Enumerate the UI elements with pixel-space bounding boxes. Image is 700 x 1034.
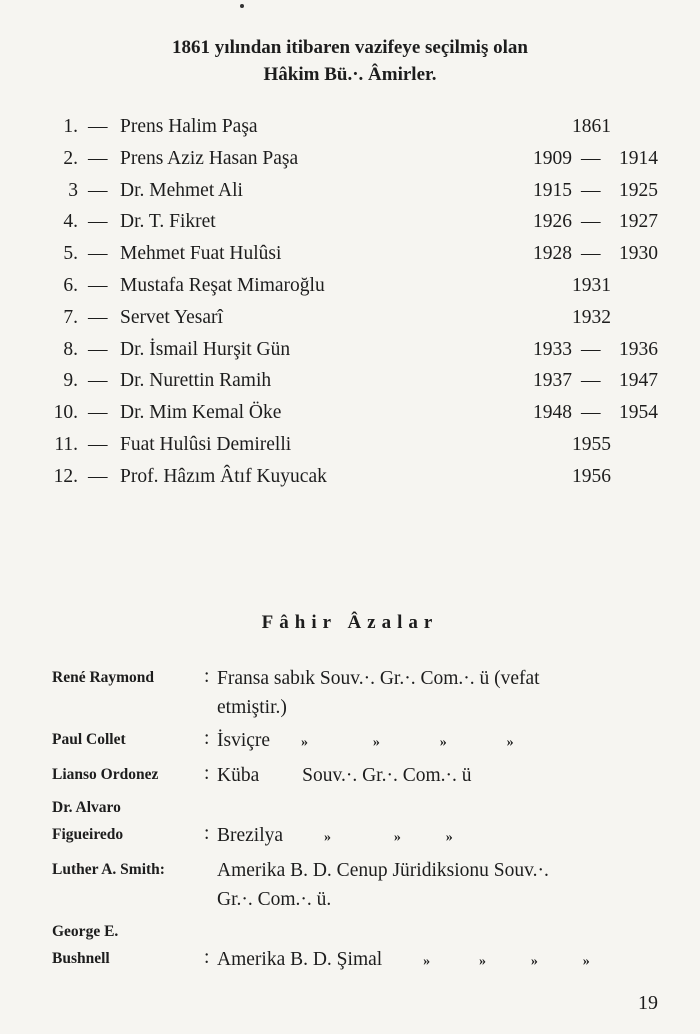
item-year-to: 1936 (619, 338, 658, 360)
list-item (0, 432, 700, 464)
item-name: Dr. Nurettin Ramih (120, 370, 272, 392)
member-entry (52, 664, 672, 722)
item-number: 7. (63, 306, 78, 328)
member-description (217, 945, 672, 976)
item-dash: — (88, 274, 108, 296)
item-name: Prens Halim Paşa (120, 116, 258, 137)
member-description (217, 664, 672, 722)
ditto-mark: » (478, 954, 486, 969)
member-colon: : (204, 666, 210, 687)
item-number: 3 (68, 179, 78, 201)
item-year-dash: — (581, 370, 601, 392)
item-year-to: 1930 (619, 243, 658, 265)
ditto-mark: » (439, 735, 447, 750)
item-dash: — (88, 370, 108, 392)
ditto-mark: » (323, 830, 331, 845)
page-number: 19 (638, 992, 658, 1014)
amirler-list (0, 114, 700, 496)
item-number: 2. (63, 147, 78, 169)
page-heading (0, 34, 700, 88)
description-line-2: Gr.·. Com.·. ü. (217, 889, 332, 910)
ditto-mark: » (506, 735, 514, 750)
item-year-dash: — (581, 179, 601, 201)
item-name: Prof. Hâzım Âtıf Kuyucak (120, 465, 327, 487)
item-year-dash: — (581, 211, 601, 233)
item-year-from: 1926 (533, 211, 572, 233)
list-item (0, 305, 700, 337)
ditto-mark: » (423, 954, 431, 969)
member-country: İsviçre (217, 730, 271, 751)
item-name: Servet Yesarî (120, 306, 223, 328)
item-year-from: 1915 (533, 179, 572, 201)
item-number: 1. (63, 116, 78, 137)
item-number: 10. (53, 402, 78, 424)
heading-line-2: Hâkim Bü.·. Âmirler. (263, 64, 437, 85)
item-year-dash: — (581, 402, 601, 424)
member-name: Lianso Ordonez (52, 766, 159, 783)
ditto-mark: » (445, 830, 453, 845)
item-number: 4. (63, 211, 78, 233)
item-number: 11. (54, 433, 78, 455)
item-year: 1861 (572, 116, 611, 137)
list-item (0, 400, 700, 432)
member-name: Luther A. Smith: (52, 861, 165, 878)
member-description (217, 726, 672, 757)
member-colon: : (204, 763, 210, 784)
list-item (0, 178, 700, 210)
member-entry (52, 918, 672, 976)
item-name: Mehmet Fuat Hulûsi (120, 243, 282, 265)
member-description (217, 821, 672, 852)
item-number: 5. (63, 243, 78, 265)
item-dash: — (88, 433, 108, 455)
item-dash: — (88, 465, 108, 487)
item-name: Dr. T. Fikret (120, 211, 216, 233)
item-number: 6. (63, 274, 78, 296)
item-number: 12. (53, 465, 78, 487)
item-year-dash: — (581, 243, 601, 265)
list-item (0, 273, 700, 305)
item-year-to: 1925 (619, 179, 658, 201)
list-item (0, 114, 700, 146)
item-name: Fuat Hulûsi Demirelli (120, 433, 292, 455)
item-year-from: 1937 (533, 370, 572, 392)
item-name: Dr. İsmail Hurşit Gün (120, 338, 291, 360)
section-title-fahir-azalar: Fâhir Âzalar (261, 612, 439, 633)
item-name: Prens Aziz Hasan Paşa (120, 147, 299, 169)
member-colon: : (204, 728, 210, 749)
item-dash: — (88, 338, 108, 360)
member-name-line-1: Dr. Alvaro (52, 799, 121, 816)
member-name-line-2: Figueiredo (52, 826, 124, 843)
item-year-to: 1914 (619, 147, 658, 169)
member-description (217, 856, 672, 914)
item-number: 8. (63, 338, 78, 360)
item-year: 1956 (572, 465, 611, 487)
member-entry (52, 794, 672, 852)
description-line-2: etmiştir.) (217, 697, 287, 718)
item-year-dash: — (581, 147, 601, 169)
ditto-mark: » (582, 954, 590, 969)
item-year-from: 1909 (533, 147, 572, 169)
list-item (0, 368, 700, 400)
item-name: Dr. Mehmet Ali (120, 179, 243, 201)
member-entry (52, 856, 672, 914)
description-line-1: Fransa sabık Souv.·. Gr.·. Com.·. ü (vefat (217, 668, 540, 689)
item-year: 1931 (572, 274, 611, 296)
member-colon: : (204, 947, 210, 968)
member-description (217, 761, 672, 790)
item-dash: — (88, 147, 108, 169)
member-name-line-2: Bushnell (52, 950, 110, 967)
item-dash: — (88, 402, 108, 424)
item-year-to: 1927 (619, 211, 658, 233)
member-name-line-1: George E. (52, 923, 119, 940)
item-year-from: 1948 (533, 402, 572, 424)
item-dash: — (88, 211, 108, 233)
heading-line-1: 1861 yılından itibaren vazifeye seçilmiş olan (172, 37, 528, 58)
member-entry (52, 761, 672, 790)
list-item (0, 209, 700, 241)
item-year-dash: — (581, 338, 601, 360)
member-title: Souv.·. Gr.·. Com.·. ü (302, 765, 472, 786)
item-year-from: 1928 (533, 243, 572, 265)
item-year-from: 1933 (533, 338, 572, 360)
item-number: 9. (63, 370, 78, 392)
ditto-mark: » (530, 954, 538, 969)
item-dash: — (88, 243, 108, 265)
top-ink-dot (240, 4, 244, 8)
item-name: Dr. Mim Kemal Öke (120, 402, 282, 424)
description-line-1: Amerika B. D. Cenup Jüridiksionu Souv.·. (217, 860, 549, 881)
member-name: Paul Collet (52, 731, 126, 748)
ditto-mark: » (300, 735, 308, 750)
ditto-mark: » (372, 735, 380, 750)
member-country: Amerika B. D. Şimal (217, 949, 383, 970)
item-name: Mustafa Reşat Mimaroğlu (120, 274, 325, 296)
item-year: 1955 (572, 433, 611, 455)
item-year-to: 1954 (619, 402, 658, 424)
member-name: René Raymond (52, 669, 155, 686)
ditto-mark: » (393, 830, 401, 845)
list-item (0, 337, 700, 369)
list-item (0, 464, 700, 496)
item-year-to: 1947 (619, 370, 658, 392)
item-dash: — (88, 116, 108, 137)
member-country: Küba (217, 765, 260, 786)
item-dash: — (88, 179, 108, 201)
fahir-azalar-list (52, 664, 672, 980)
member-country: Brezilya (217, 825, 284, 846)
item-dash: — (88, 306, 108, 328)
list-item (0, 146, 700, 178)
member-colon: : (204, 823, 210, 844)
member-entry (52, 726, 672, 757)
item-year: 1932 (572, 306, 611, 328)
list-item (0, 241, 700, 273)
